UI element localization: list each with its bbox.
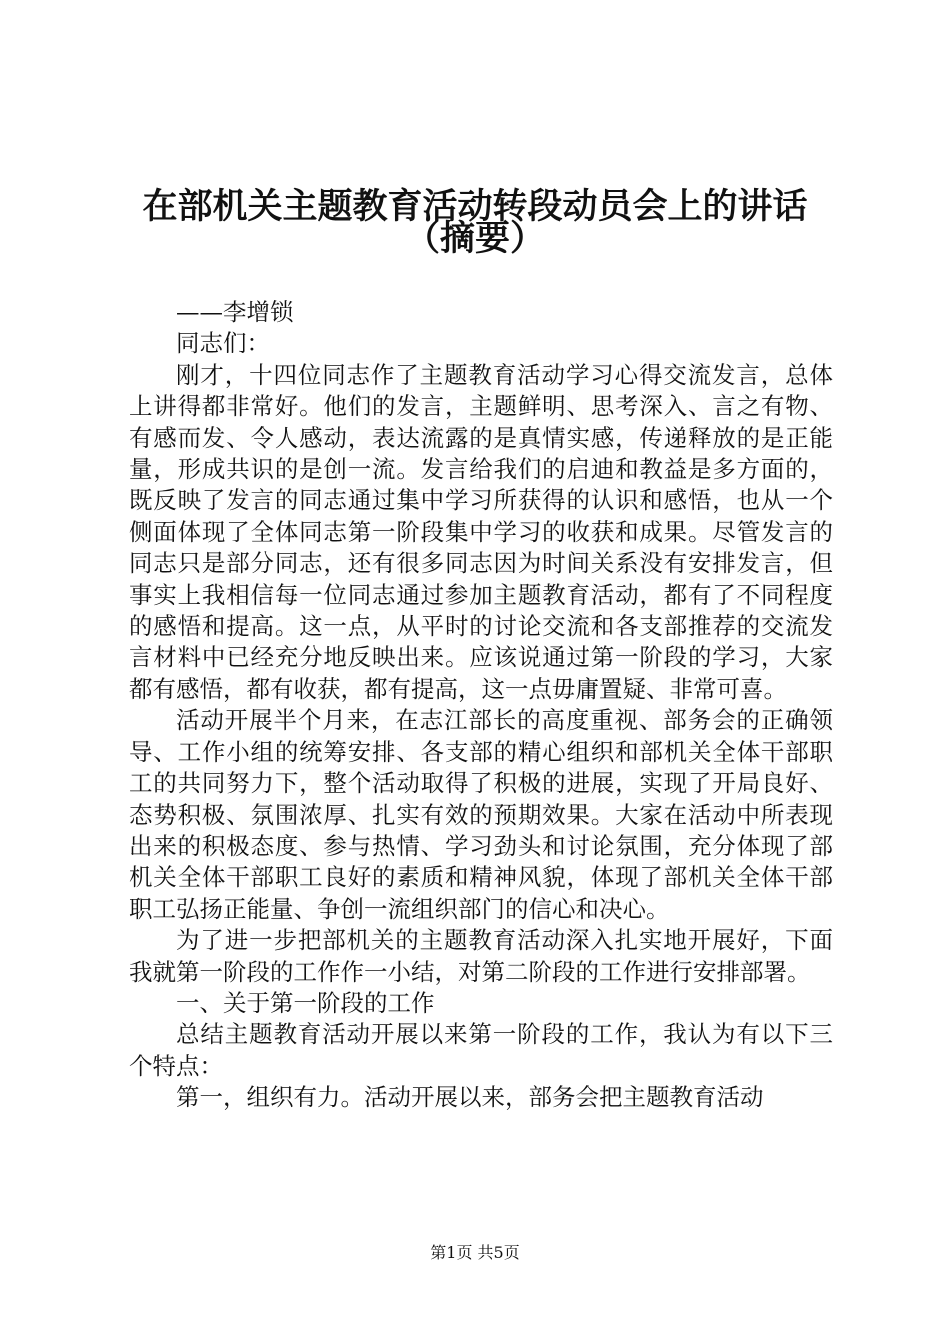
salutation: 同志们： [176, 329, 270, 358]
paragraph: 刚才，十四位同志作了主题教育活动学习心得交流发言，总体上讲得都非常好。他们的发言，主题鲜明、思考深入、言之有物、有感而发、令人感动，表达流露的是真情实感，传递释放的是正能量，形成共识的是创一流。发言给我们的启迪和教益是多方面的，既反映了发言的同志通过集中学习所获得的认识和感悟，也从一个侧面体现了全体同志第一阶段集中学习的收获和成果。尽管发言的同志只是部分同志，还有很多同志因为时间关系没有安排发言，但事实上我相信每一位同志通过参加主题教育活动，都有了不同程度的感悟和提高。这一点，从平时的讨论交流和各支部推荐的交流发言材料中已经充分地反映出来。应该说通过第一阶段的学习，大家都有感悟，都有收获，都有提高，这一点毋庸置疑、非常可喜。 [129, 360, 833, 703]
document-title: 在部机关主题教育活动转段动员会上的讲话 [142, 186, 808, 227]
page-footer: 第1页 共5页 [430, 1243, 520, 1262]
section-heading: 一、关于第一阶段的工作 [176, 988, 435, 1017]
document-subtitle: （摘要） [404, 218, 545, 259]
paragraph: 为了进一步把部机关的主题教育活动深入扎实地开展好，下面我就第一阶段的工作作一小结，对第二阶段的工作进行安排部署。 [129, 926, 833, 986]
document-body [129, 297, 833, 1114]
paragraph: 活动开展半个月来，在志江部长的高度重视、部务会的正确领导、工作小组的统筹安排、各支部的精心组织和部机关全体干部职工的共同努力下，整个活动取得了积极的进展，实现了开局良好、态势积极、氛围浓厚、扎实有效的预期效果。大家在活动中所表现出来的积极态度、参与热情、学习劲头和讨论氛围，充分体现了部机关全体干部职工良好的素质和精神风貌，体现了部机关全体干部职工弘扬正能量、争创一流组织部门的信心和决心。 [129, 706, 833, 923]
paragraph: 第一，组织有力。活动开展以来，部务会把主题教育活动 [176, 1083, 764, 1112]
paragraph: 总结主题教育活动开展以来第一阶段的工作，我认为有以下三个特点： [129, 1020, 833, 1080]
author-line: ——李增锁 [176, 298, 294, 326]
